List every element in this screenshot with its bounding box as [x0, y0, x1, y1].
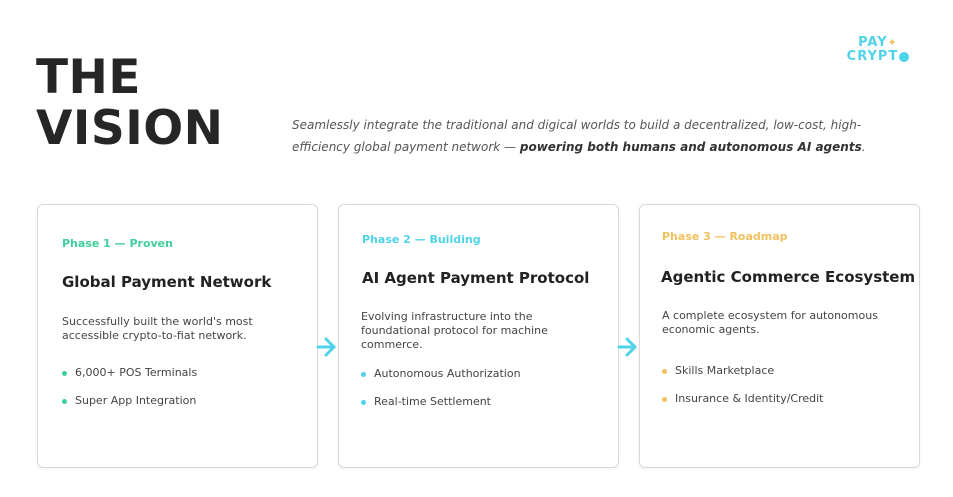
phase-3-card [639, 204, 920, 468]
coin-icon [899, 52, 909, 62]
bullet-dot-icon [62, 371, 67, 376]
subtitle-text: Seamlessly integrate the traditional and digical worlds to build a decentralized, low-cost, high-efficiency global payment network — [292, 118, 862, 154]
phase-2-card [338, 204, 619, 468]
arrow-right-icon [617, 334, 639, 360]
phase-1-bullets [62, 366, 197, 422]
list-item [62, 366, 197, 380]
logo-text-pay: PAY [858, 35, 888, 50]
phase-1-title: Global Payment Network [62, 273, 272, 291]
bullet-text: Autonomous Authorization [374, 367, 521, 380]
page-title [36, 52, 224, 154]
bullet-text: Real-time Settlement [374, 395, 491, 408]
arrow-right-icon [316, 334, 338, 360]
phase-2-bullets [361, 367, 521, 423]
bullet-text: 6,000+ POS Terminals [75, 366, 198, 379]
phase-2-label: Phase 2 — Building [362, 233, 481, 246]
phase-3-title: Agentic Commerce Ecosystem [661, 268, 916, 286]
phase-1-description: Successfully built the world's most accessible crypto-to-fiat network. [62, 315, 253, 342]
phase-1-label: Phase 1 — Proven [62, 237, 173, 250]
bullet-text: Skills Marketplace [675, 364, 775, 377]
phase-3-bullets [662, 364, 823, 420]
subtitle-emphasis: powering both humans and autonomous AI agents [519, 140, 862, 154]
bullet-text: Insurance & Identity/Credit [675, 392, 824, 405]
bullet-dot-icon [62, 399, 67, 404]
list-item [361, 395, 521, 409]
bullet-dot-icon [662, 369, 667, 374]
bullet-dot-icon [662, 397, 667, 402]
list-item [62, 394, 197, 408]
bullet-dot-icon [361, 372, 366, 377]
phase-3-description: A complete ecosystem for autonomous economic agents. [662, 309, 878, 336]
list-item [361, 367, 521, 381]
phase-2-description: Evolving infrastructure into the foundational protocol for machine commerce. [361, 310, 548, 351]
sparkle-icon: ✦ [887, 36, 898, 49]
bullet-text: Super App Integration [75, 394, 197, 407]
phase-2-title: AI Agent Payment Protocol [362, 269, 590, 287]
bullet-dot-icon [361, 400, 366, 405]
phase-1-card [37, 204, 318, 468]
logo-text-crypto: CRYPT [846, 49, 899, 64]
title-line-2: VISION [36, 101, 224, 156]
list-item [662, 392, 823, 406]
title-line-1: THE [36, 50, 142, 105]
phase-3-label: Phase 3 — Roadmap [662, 230, 788, 243]
paycrypto-logo [843, 36, 913, 70]
vision-subtitle [292, 114, 882, 158]
subtitle-period: . [861, 140, 866, 154]
list-item [662, 364, 823, 378]
